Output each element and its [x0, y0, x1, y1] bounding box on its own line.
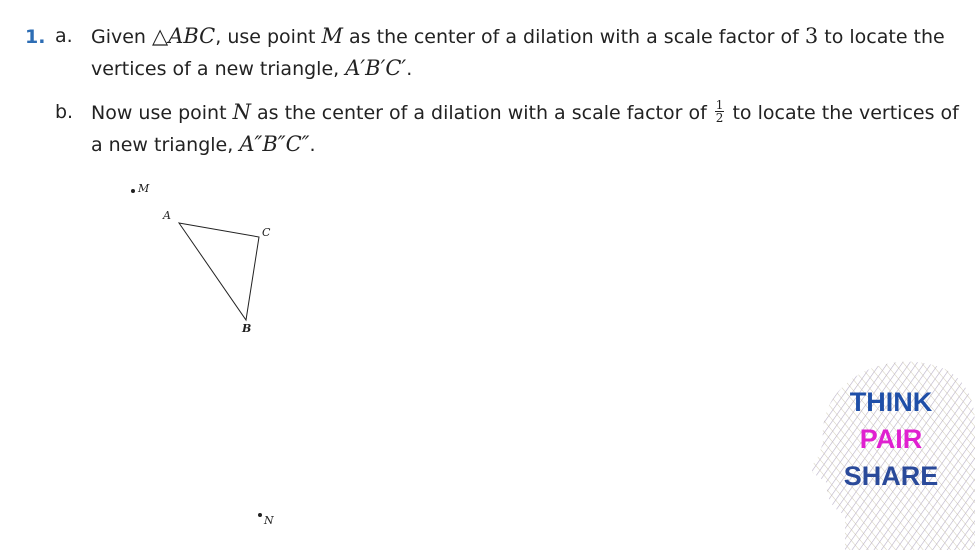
point-m-dot [131, 189, 135, 193]
triangle-symbol: △ [152, 24, 169, 48]
text: . [406, 58, 413, 80]
pair-word: PAIR [859, 424, 923, 454]
question-number: 1. [25, 26, 46, 48]
think-word: THINK [849, 387, 933, 417]
text: to locate the vertices of [726, 102, 959, 124]
point-n-label: N [264, 514, 274, 527]
text: vertices of a new triangle, [91, 58, 346, 80]
think-pair-share-badge [805, 355, 975, 550]
scale-factor: 3 [804, 24, 819, 48]
point-n-dot [258, 513, 262, 517]
fraction-numerator: 1 [715, 98, 724, 112]
text: Given [91, 26, 153, 48]
image-triangle-name: A′B′C′ [345, 56, 407, 80]
vertex-a-label: A [163, 209, 171, 222]
text: as the center of a dilation with a scale factor of [250, 102, 713, 124]
center-point-m: M [321, 24, 344, 48]
vertex-c-label: C [262, 226, 271, 239]
share-word: SHARE [843, 461, 939, 491]
text: as the center of a dilation with a scale factor of [343, 26, 805, 48]
center-point-n: N [232, 100, 251, 124]
part-b-letter: b. [55, 101, 74, 123]
point-m-label: M [138, 182, 150, 195]
text: , use point [215, 26, 322, 48]
vertex-b-label: B [242, 322, 252, 335]
text: a new triangle, [91, 134, 240, 156]
text: Now use point [91, 102, 233, 124]
triangle-abc [179, 223, 259, 320]
text: to locate the [818, 26, 945, 48]
part-a-letter: a. [55, 25, 73, 47]
triangle-name: ABC [168, 24, 216, 48]
fraction-denominator: 2 [715, 111, 724, 125]
image-triangle-name: A″B″C″ [239, 132, 310, 156]
text: . [309, 134, 316, 156]
